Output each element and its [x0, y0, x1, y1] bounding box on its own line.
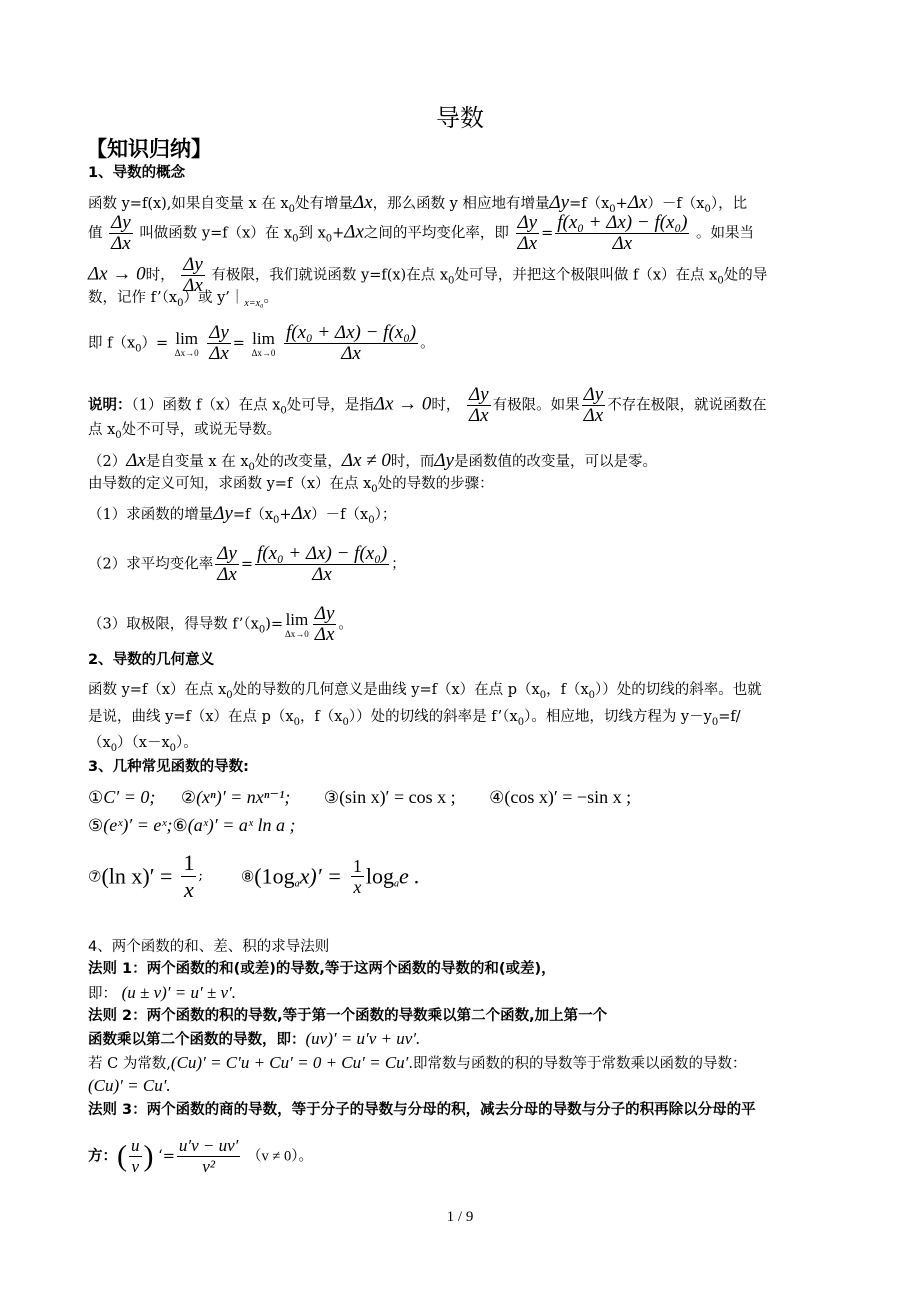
formula-derivative-definition: [88, 323, 435, 364]
rule-3-formula: [88, 1136, 313, 1177]
text: （1）函数 f（x）在点 x: [131, 397, 281, 414]
subscript: 0: [273, 515, 280, 526]
subscript: 0: [293, 717, 300, 728]
subscript: 0: [609, 204, 616, 215]
text: 。: [263, 290, 278, 306]
subscript: 0: [288, 204, 295, 215]
text: 时，而: [390, 454, 435, 470]
equals: =: [240, 556, 253, 573]
formula-constant-multiple: (Cu)′ = C′u + Cu′ = 0 + Cu′ = Cu′: [170, 1053, 409, 1072]
paragraph-definition-2: [88, 213, 754, 254]
circled-number-3: ③: [323, 788, 340, 808]
section-heading-concept: 1、导数的概念: [88, 165, 186, 181]
text: 叫做函数 y=f（x）在 x: [139, 225, 293, 242]
text: 处有增量: [294, 196, 353, 212]
equals: =: [541, 225, 554, 242]
text: +: [332, 225, 345, 242]
rule-3: 法则 3：两个函数的商的导数，等于分子的导数与分母的积，减去分母的导数与分子的积再除以分母的平: [88, 1102, 756, 1118]
fraction-difference-quotient: $\frac{\text{f(x₀ + Δx) − f(x₀)}}{\Delta x}$: [256, 543, 388, 585]
text: （v ≠ 0）。: [246, 1148, 313, 1165]
math-delta-y: Δy: [213, 503, 233, 524]
math-delta-x: Δx: [126, 450, 146, 471]
subscript: 0: [517, 717, 525, 728]
text: 点 x: [88, 422, 116, 438]
text: （2）: [88, 454, 127, 470]
fraction-dy-dx: $\frac{\Delta y}{\Delta x}$: [209, 322, 229, 364]
text: 处可导，是指: [286, 397, 374, 414]
text: ，f（x: [299, 709, 343, 725]
derivative-formulas-row-1: [88, 785, 631, 810]
subscript: 0: [169, 743, 177, 754]
text: ）－f（x: [647, 196, 705, 212]
paragraph-definition-4: [88, 288, 278, 314]
fraction-dy-dx: $\frac{\Delta y}{\Delta x}$: [111, 212, 131, 254]
fraction-dy-dx: $\frac{\Delta y}{\Delta x}$: [217, 543, 237, 585]
page-indicator: 1 / 9: [446, 1209, 474, 1225]
rule-2-formula: [88, 1029, 420, 1050]
subscript: 0: [135, 343, 142, 355]
section-header: 【知识归纳】: [86, 137, 212, 161]
subscript: 0: [258, 624, 266, 636]
equals: =: [232, 335, 245, 352]
circled-number-4: ④: [489, 788, 505, 808]
fraction-one-over-x: $\frac{1}{x}$: [183, 850, 195, 902]
math-delta-x: Δx: [352, 192, 373, 213]
circled-number-1: ①: [88, 788, 104, 808]
subscript: x=x₀: [244, 298, 264, 309]
formula-constant-multiple-2: (Cu)′ = Cu′.: [88, 1076, 171, 1095]
text: ）（x－x: [117, 735, 170, 751]
subscript: 0: [704, 204, 711, 215]
text: ，那么函数 y 相应地有增量: [372, 196, 550, 212]
circled-number-2: ②: [180, 788, 197, 808]
formula-product-rule: (uv)′ = u′v + uv′.: [305, 1029, 421, 1048]
derivative-formulas-row-3: [88, 850, 420, 903]
text: 之间的平均变化率，即: [363, 225, 509, 242]
text: ;: [198, 868, 203, 884]
text: ）。相应地，切线方程为 y－y: [524, 709, 712, 725]
formula-constant: C′ = 0;: [103, 787, 156, 807]
text: 数，记作 f’（x: [88, 290, 178, 306]
document-title: 导数: [436, 104, 484, 132]
text: log: [365, 863, 394, 889]
text: ））处的切线的斜率。也就: [595, 682, 762, 698]
text: 处的改变量，: [254, 454, 342, 470]
limit-operator: lim Δx→0: [251, 328, 276, 358]
text: 函数乘以第二个函数的导数，即：: [88, 1032, 306, 1048]
text: +: [615, 196, 628, 212]
constant-rule-formula: [88, 1076, 171, 1097]
text: =f（x: [569, 196, 610, 212]
text: 到 x: [298, 225, 326, 242]
constant-rule: [88, 1053, 747, 1074]
text: 时，: [431, 397, 461, 414]
section-heading-geometric: 2、导数的几何意义: [88, 652, 215, 668]
note-label: 说明：: [88, 397, 132, 414]
text: ）。: [176, 735, 198, 751]
subscript: 0: [711, 717, 719, 728]
text: ）=: [141, 335, 169, 352]
text: e .: [398, 863, 420, 889]
text: ））处的切线的斜率是 f’（x: [348, 709, 518, 725]
geometric-line-2: [88, 707, 741, 733]
subscript: 0: [588, 690, 596, 701]
text: 函数 y=f(x),如果自变量 x 在 x: [88, 196, 289, 212]
subscript: 0: [292, 233, 299, 245]
derivative-formulas-row-2: [88, 813, 295, 838]
circled-number-5: ⑤: [88, 816, 104, 836]
text: 有极限，我们就说函数 y=f(x)在点 x: [211, 267, 449, 284]
circled-number-7: ⑦: [88, 867, 102, 886]
rule-1-formula: [88, 983, 236, 1004]
text: )=: [265, 616, 283, 633]
formula-log-lhs-2: x)′ =: [299, 863, 342, 889]
section-heading-common-derivatives: 3、几种常见函数的导数:: [88, 759, 249, 775]
text: 处的导数的步骤：: [377, 476, 494, 492]
fraction-dy-dx: $\frac{\Delta y}{\Delta x}$: [517, 212, 538, 254]
math-delta-x: Δx: [627, 192, 648, 213]
text: ，f（x: [546, 682, 589, 698]
formula-a-exp: (aˣ)′ = aˣ ln a ;: [187, 815, 296, 835]
fraction-difference-quotient: $\frac{\text{f(x₀ + Δx) − f(x₀)}}{\Delta x}$: [285, 322, 417, 364]
text: （x: [88, 735, 111, 751]
text: 由导数的定义可知，求函数 y=f（x）在点 x: [88, 476, 372, 492]
text: 处不可导，或说无导数。: [121, 422, 282, 438]
math-delta-y: Δy: [549, 192, 570, 213]
math-dx-to-zero: Δx → 0: [88, 263, 146, 285]
formula-cos: (cos x)′ = −sin x ;: [504, 787, 632, 807]
text: （2）求平均变化率: [88, 556, 214, 573]
geometric-line-1: [88, 680, 762, 706]
fraction-dy-dx: $\frac{\Delta y}{\Delta x}$: [469, 384, 489, 426]
text: +: [279, 507, 292, 523]
subscript: 0: [325, 233, 333, 245]
text: 处的导: [723, 267, 768, 284]
circled-number-8: ⑧: [240, 867, 255, 886]
subscript: 0: [177, 298, 184, 309]
fraction-dy-dx: $\frac{\Delta y}{\Delta x}$: [583, 384, 604, 426]
formula-sin: (sin x)′ = cos x ;: [339, 787, 456, 807]
limit-operator: lim Δx→0: [174, 328, 199, 358]
paren-close: ): [143, 1139, 154, 1173]
text: 即：: [88, 986, 117, 1002]
step-1: [88, 504, 396, 531]
text: 处可导，并把这个极限叫做 f（x）在点 x: [454, 267, 718, 284]
text: 即 f（x: [88, 335, 136, 352]
text: 是说，曲线 y=f（x）在点 p（x: [88, 709, 294, 725]
section-heading-rules: 4、两个函数的和、差、积的求导法则: [88, 939, 330, 955]
fraction-u-over-v: $\frac{u}{v}$: [131, 1136, 140, 1176]
math-dx-to-zero: Δx → 0: [373, 393, 432, 415]
circled-number-6: ⑥: [172, 816, 188, 836]
step-3: [88, 604, 353, 645]
text: 不存在极限，就说函数在: [607, 397, 767, 414]
math-dx-not-zero: Δx ≠ 0: [341, 450, 391, 471]
text: .即常数与函数的积的导数等于常数乘以函数的导数：: [408, 1056, 747, 1072]
fraction-quotient-rule: $\frac{u'v - uv'}{\text{v²}}$: [178, 1136, 239, 1176]
subscript: 0: [115, 430, 122, 441]
text: ）－f（x: [311, 507, 369, 523]
text: ）；: [374, 507, 397, 523]
text: ）或 y’｜: [183, 290, 245, 306]
note-item-1-continued: [88, 420, 281, 446]
text: =f/: [718, 709, 741, 725]
text: 方：: [88, 1148, 117, 1165]
text: ‘=: [158, 1148, 175, 1165]
text: ），比: [710, 196, 748, 212]
subscript: 0: [539, 690, 547, 701]
text: 处的导数的几何意义是曲线 y=f（x）在点 p（x: [232, 682, 540, 698]
text: 有极限。如果: [492, 397, 580, 414]
fraction-dy-dx: $\frac{\Delta y}{\Delta x}$: [314, 603, 335, 645]
formula-log-lhs: (1og: [254, 863, 295, 889]
text: 是自变量 x 在 x: [145, 454, 249, 470]
geometric-line-3: [88, 733, 198, 759]
text: 若 C 为常数,: [88, 1056, 171, 1072]
subscript: 0: [448, 275, 455, 287]
formula-sum-rule: (u ± v)′ = u′ ± v′.: [121, 983, 237, 1002]
text: 时，: [145, 267, 175, 284]
text: ；: [391, 556, 406, 573]
subscript: 0: [280, 405, 287, 417]
text: 是函数值的改变量，可以是零。: [454, 454, 657, 470]
math-delta-x: Δx: [344, 221, 364, 243]
subscript: 0: [717, 275, 724, 287]
text: =f（x: [232, 507, 274, 523]
math-delta-y: Δy: [434, 450, 454, 471]
subscript: 0: [110, 743, 118, 754]
subscript: 0: [248, 462, 255, 473]
subscript: 0: [371, 484, 378, 495]
text: （1）求函数的增量: [88, 507, 214, 523]
steps-intro: [88, 474, 494, 500]
step-2: [88, 544, 406, 585]
subscript: 0: [342, 717, 349, 728]
math-delta-x: Δx: [291, 503, 312, 524]
formula-ln-lhs: (ln x)′ =: [101, 863, 173, 889]
subscript: 0: [226, 690, 233, 701]
rule-1: 法则 1：两个函数的和(或差)的导数,等于这两个函数的导数的和(或差)，: [88, 961, 556, 977]
rule-2: 法则 2：两个函数的积的导数,等于第一个函数的导数乘以第二个函数,加上第一个: [88, 1008, 608, 1024]
subscript: 0: [368, 515, 375, 526]
text: 。如果当: [696, 225, 755, 242]
fraction-dy-dx: $\frac{\Delta y}{\Delta x}$: [183, 254, 203, 296]
text: 。: [420, 335, 435, 352]
text: 函数 y=f（x）在点 x: [88, 682, 227, 698]
fraction-difference-quotient: $\frac{\text{f(x₀ + Δx) − f(x₀)}}{\Delta x}$: [557, 212, 688, 254]
text: （3）取极限，得导数 f’（x: [88, 616, 259, 633]
paren-open: (: [117, 1139, 127, 1173]
subscript: a: [393, 878, 399, 890]
text: 。: [338, 616, 353, 633]
limit-operator: lim Δx→0: [285, 609, 309, 639]
formula-power: (xⁿ)′ = nxⁿ⁻¹;: [196, 787, 291, 807]
fraction-one-over-x: $\frac{1}{x}$: [352, 856, 362, 897]
formula-exp: (eˣ)′ = eˣ;: [103, 815, 173, 835]
text: 值: [88, 225, 103, 242]
subscript: a: [294, 878, 300, 890]
